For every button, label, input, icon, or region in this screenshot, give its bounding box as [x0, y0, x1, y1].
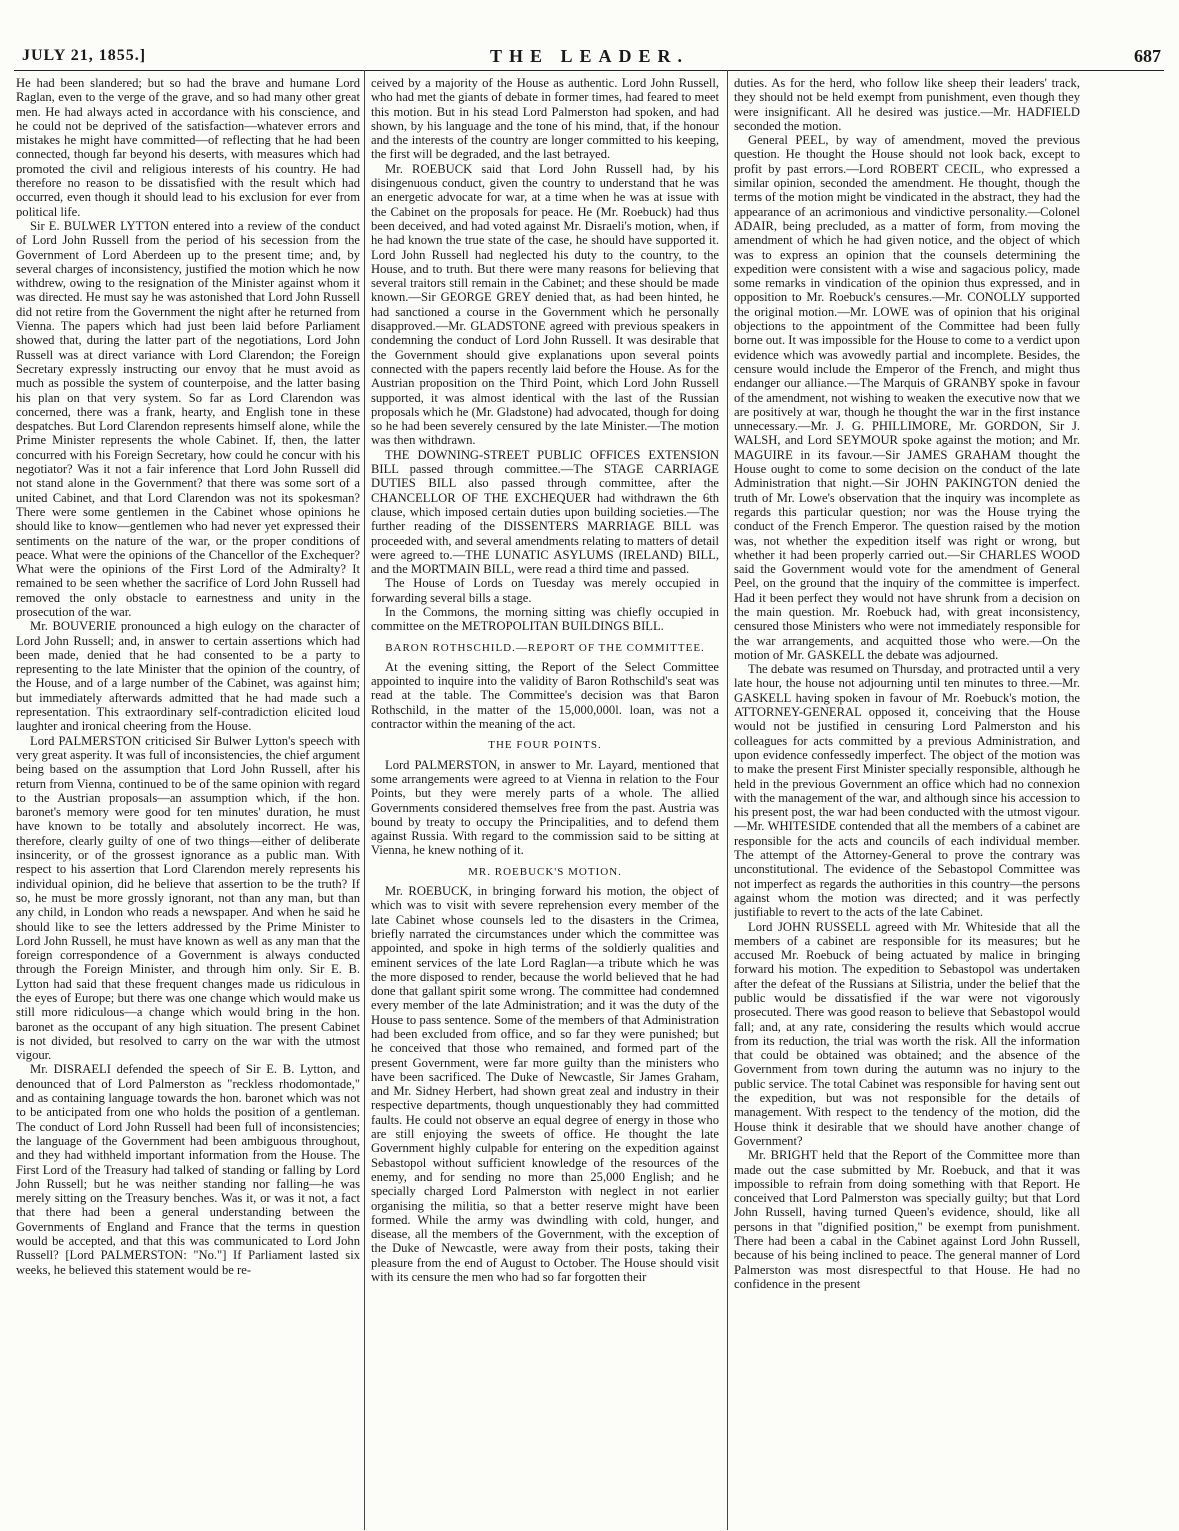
paragraph: At the evening sitting, the Report of the Select Committee appointed to inquire into the validity of Baron Rothschild's seat was read at the table. The Committee's decision was that Baron Rothschild, in the matter of the 15,000,000l. loan, was not a contractor within the meaning of the act. — [371, 659, 719, 732]
paragraph: He had been slandered; but so had the brave and humane Lord Raglan, even to the verge of the grave, and so had many other great men. He had always acted in accordance with his conscience, and he could not be deprived of the satisfaction—whatever errors and mistakes he might have committed—of reflecting that he had been connected, though far beyond his deserts, with measures which had promoted the civil and religious interests of his country. He had therefore no reason to be dissatisfied with the result which had occurred, even though it should lead to his exclusion for ever from political life. — [16, 76, 360, 219]
paragraph: Mr. DISRAELI defended the speech of Sir E. B. Lytton, and denounced that of Lord Palmerston as "reckless rhodomontade," and as containing language towards the hon. baronet which was not to be anticipated from one who holds the position of a gentleman. The conduct of Lord John Russell had been full of inconsistencies; the language of the Government had been ambiguous throughout, and they had withheld important information from the House. The First Lord of the Treasury had talked of standing or falling by Lord John Russell; but he was neither standing nor falling—he was merely sitting on the Treasury benches. Was it, or was it not, a fact that there had been a general understanding between the Governments of England and France that the terms in question would be accepted, and that this was communicated to Lord John Russell? [Lord PALMERSTON: "No."] If Parliament lasted six weeks, he believed this statement would be re- — [16, 1062, 360, 1277]
column-divider — [364, 70, 365, 1530]
paragraph: ceived by a majority of the House as authentic. Lord John Russell, who had met the giants of debate in former times, had feared to meet this motion. But in his stead Lord Palmerston had spoken, and had shown, by his language and the tone of his mind, that, if the honour and the interests of the country are longer committed to his keeping, the first will be degraded, and the last betrayed. — [371, 76, 719, 162]
section-heading: THE FOUR POINTS. — [488, 739, 602, 752]
column-1 — [16, 76, 360, 1524]
section-heading: BARON ROTHSCHILD.—REPORT OF THE COMMITTEE. — [385, 641, 705, 654]
section-heading: MR. ROEBUCK'S MOTION. — [468, 865, 622, 878]
page-number: 687 — [1134, 46, 1161, 66]
paragraph: Mr. ROEBUCK said that Lord John Russell had, by his disingenuous conduct, given the country to understand that he was an energetic advocate for war, at a time when he was at issue with the Cabinet on the proposals for peace. He (Mr. Roebuck) had thus been deceived, and had voted against Mr. Disraeli's motion, when, if he had known the true state of the case, he should have supported it. Lord John Russell had neglected his duty to the country, to the House, and to truth. But there were many reasons for believing that several traitors still remain in the Cabinet; and these should be made known.—Sir GEORGE GREY denied that, as had been hinted, he had sanctioned a course in the Government which he personally disapproved.—Mr. GLADSTONE agreed with previous speakers in condemning the conduct of Lord John Russell. It was desirable that the Government should give explanations upon several points connected with the papers recently laid before the House. As for the Austrian proposition on the Third Point, which Lord John Russell supported, it was almost identical with the last of the Russian proposals which he (Mr. Gladstone) had advocated, though for doing so he had been severely censured by the late Minister.—The motion was then withdrawn. — [371, 161, 719, 448]
paragraph: THE DOWNING-STREET PUBLIC OFFICES EXTENSION BILL passed through committee.—The STAGE CARRIAGE DUTIES BILL also passed through committee, after the CHANCELLOR OF THE EXCHEQUER had withdrawn the 6th clause, which imposed certain duties upon building societies.—The further reading of the DISSENTERS MARRIAGE BILL was proceeded with, and several amendments relating to matters of detail were agreed to.—THE LUNATIC ASYLUMS (IRELAND) BILL, and the MORTMAIN BILL, were read a third time and passed. — [371, 447, 719, 577]
paragraph: The House of Lords on Tuesday was merely occupied in forwarding several bills a stage. — [371, 576, 719, 605]
paragraph: In the Commons, the morning sitting was chiefly occupied in committee on the METROPOLITAN BUILDINGS BILL. — [371, 604, 719, 634]
paragraph: Lord PALMERSTON criticised Sir Bulwer Lytton's speech with very great asperity. It was full of inconsistencies, the chief argument being based on the assumption that Lord John Russell, after his return from Vienna, continued to be of the same opinion with regard to the Austrian proposals—an assumption which, if the hon. baronet's memory were good for ten minutes' duration, he must have known to be totally and absolutely incorrect. He was, therefore, clearly guilty of one of two things—either of deliberate insincerity, or of the grossest ignorance as a public man. With respect to his assertion that Lord Clarendon merely represents his individual opinion, did he believe that assertion to be the truth? If so, he must be more grossly ignorant, not than any man, but than any child, in London who reads a newspaper. And when he said he should like to see the letters addressed by the Prime Minister to Lord John Russell, he must have known as well as any man that the foreign correspondence of a Government is always conducted through the Foreign Minister, and through him only. Sir E. B. Lytton had said that these frequent changes made us ridiculous in the eyes of Europe; but there was one change which would make us still more ridiculous—a change which would bring in the hon. baronet as the occupant of any high situation. The present Cabinet is not divided, but resolved to carry on the war with the utmost vigour. — [16, 733, 360, 1063]
paragraph: Lord JOHN RUSSELL agreed with Mr. Whiteside that all the members of a cabinet are responsible for its measures; but he accused Mr. Roebuck of being actuated by malice in bringing forward his motion. The expedition to Sebastopol was undertaken after the defeat of the Russians at Silistria, under the belief that the public would be dissatisfied if the war were not vigorously prosecuted. There was good reason to believe that Sebastopol would fall; and, at any rate, considering the results which would accrue from its reduction, the trial was worth the risk. All the information that could be obtained was obtained; and the absence of the Government from town during the autumn was no injury to the public service. The total Cabinet was responsible for having sent out the expedition, but was not responsible for the details of management. With respect to the tendency of the motion, did the House think it desirable that we should have another change of Government? — [734, 919, 1080, 1148]
paragraph: Mr. ROEBUCK, in bringing forward his motion, the object of which was to visit with severe reprehension every member of the late Cabinet whose counsels led to the disasters in the Crimea, briefly narrated the circumstances under which the committee was appointed, and spoke in high terms of the soldierly qualities and eminent services of the late Lord Raglan—a tribute which he was the more disposed to render, because the world believed that he had done that gallant spirit some wrong. The committee had condemned every member of the late Administration; and it was the duty of the House to pass sentence. Some of the members of that Administration had been excluded from office, and so far they were punished; but he conceived that those who remained, and formed part of the present Government, were far more guilty than the ministers who have been sacrificed. The Duke of Newcastle, Sir James Graham, and Mr. Sidney Herbert, had shown great zeal and industry in their respective departments, though unquestionably they had committed faults. He could not observe an equal degree of energy in those who are still enjoying the sweets of office. He thought the late Government highly culpable for entering on the expedition against Sebastopol without sufficient knowledge of the resources of the enemy, and for sending no more than 25,000 English; and he specially charged Lord Palmerston with neglect in not earlier organising the militia, so that a better reserve might have been formed. While the army was dwindling with cold, hunger, and disease, all the members of the Government, with the exception of the Duke of Newcastle, were away from their posts, taking their pleasure from the end of August to October. The House should visit with its censure the men who had so far forgotten their — [371, 884, 719, 1285]
paragraph: Lord PALMERSTON, in answer to Mr. Layard, mentioned that some arrangements were agreed to at Vienna in relation to the Four Points, but they were merely parts of a whole. The allied Governments considered themselves free from the past. Austria was bound by treaty to occupy the Principalities, and to defend them against Russia. With regard to the commission said to be sitting at Vienna, he knew nothing of it. — [371, 757, 719, 858]
issue-date: JULY 21, 1855.] — [22, 47, 147, 64]
paragraph: General PEEL, by way of amendment, moved the previous question. He thought the House should not look back, except to profit by past errors.—Lord ROBERT CECIL, who expressed a similar opinion, seconded the amendment. He thought, though the terms of the motion might be vindicated in the abstract, they had the appearance of an acrimonious and vindictive personality.—Colonel ADAIR, being precluded, as a matter of form, from moving the amendment of which he had given notice, and the object of which was to express an opinion that the counsels determining the expedition were consistent with a wise and sagacious policy, made some remarks in vindication of the opinion thus expressed, and in opposition to Mr. Roebuck's censures.—Mr. CONOLLY supported the original motion.—Mr. LOWE was of opinion that his original objections to the appointment of the Committee had been fully borne out. It was impossible for the House to come to a verdict upon evidence which was avowedly partial and incomplete. Besides, the censure would include the Emperor of the French, and might thus endanger our alliance.—The Marquis of GRANBY spoke in favour of the amendment, not wishing to weaken the executive now that we are positively at war, though he thought the war in the first instance unnecessary.—Mr. J. G. PHILLIMORE, Mr. GORDON, Sir J. WALSH, and Lord SEYMOUR spoke against the motion; and Mr. MAGUIRE in its favour.—Sir JAMES GRAHAM thought the House ought to come to some decision on the conduct of the late Administration that night.—Sir JOHN PAKINGTON denied the truth of Mr. Lowe's observation that the inquiry was incomplete as regards this particular question; nor was the House trying the conduct of the French Emperor. The question raised by the motion was, not whether the expedition itself was right or wrong, but whether it had been properly carried out.—Sir CHARLES WOOD said the Government would vote for the amendment of General Peel, on the ground that the inquiry of the committee is imperfect. Had it been perfect they would not have shrunk from a decision on the main question. Mr. Roebuck had, with great inconsistency, censured those Ministers who were not immediately responsible for the war arrangements, and acquitted those who were.—On the motion of Mr. GASKELL the debate was adjourned. — [734, 133, 1080, 662]
masthead — [0, 0, 1179, 64]
header-rule — [14, 70, 1164, 71]
paragraph: Mr. BOUVERIE pronounced a high eulogy on the character of Lord John Russell; and, in answer to certain assertions which had been made, denied that he had consented to be a party to representing to the late Minister that the opinion of the country, of the House, and of a large number of the Cabinet, was against him; but immediately afterwards admitted that he had made such a representation. This extraordinary self-contradiction elicited loud laughter and ironical cheering from the House. — [16, 619, 360, 734]
column-divider — [727, 70, 728, 1530]
column-3 — [734, 76, 1080, 1524]
paragraph: Mr. BRIGHT held that the Report of the Committee more than made out the case submitted by Mr. Roebuck, and that it was impossible to refrain from doing something with that Report. He conceived that Lord Palmerston was specially guilty; but that Lord John Russell, having turned Queen's evidence, should, like all persons in that "dignified position," be exempt from punishment. There had been a cabal in the Cabinet against Lord John Russell, because of his being inclined to peace. The general manner of Lord Palmerston was most disrespectful to that House. He had no confidence in the present — [734, 1148, 1080, 1291]
paragraph: Sir E. BULWER LYTTON entered into a review of the conduct of Lord John Russell from the period of his secession from the Government of Lord Aberdeen up to the present time; and, by several charges of inconsistency, justified the motion which he now withdrew, owing to the resignation of the Minister against whom it was directed. He must say he was astonished that Lord John Russell did not retire from the Government the night after he returned from Vienna. The papers which had just been laid before Parliament showed that, during the latter part of the negotiations, Lord John Russell was at direct variance with Lord Clarendon; the Foreign Secretary expressly instructing our envoy that he must avoid as much as possible the system of counterpoise, and the latter basing his plan on that very system. So far as Lord Clarendon was concerned, there was a frank, hearty, and English tone in these despatches. But Lord Clarendon represents himself alone, while the Prime Minister represents the whole Cabinet. If, then, the latter concurred with his Foreign Secretary, how could he concur with his negotiator? Was it not a fair inference that Lord John Russell did not stand alone in the Government? that there was some sort of a united Cabinet, and that Lord Clarendon was not its spokesman? There were some gentlemen in the Cabinet whose opinions he should like to know—gentlemen who had never yet expressed their sentiments on the nature of the war, or the proper conditions of peace. What were the opinions of the Chancellor of the Exchequer? What were the opinions of the First Lord of the Admiralty? It remained to be seen whether the sacrifice of Lord John Russell had removed the only obstacle to earnestness and unity in the prosecution of the war. — [16, 218, 360, 619]
column-2 — [371, 76, 719, 1524]
paragraph: duties. As for the herd, who follow like sheep their leaders' track, they should not be held exempt from punishment, even though they were insignificant. All he desired was justice.—Mr. HADFIELD seconded the motion. — [734, 76, 1080, 133]
newspaper-title: THE LEADER. — [489, 46, 690, 66]
paragraph: The debate was resumed on Thursday, and protracted until a very late hour, the house not adjourning until ten minutes to three.—Mr. GASKELL having spoken in favour of Mr. Roebuck's motion, the ATTORNEY-GENERAL opposed it, conceiving that the House would not be justified in censuring Lord Palmerston and his colleagues for acts committed by a previous Administration, and upon evidence confessedly imperfect. The object of the motion was to make the present First Minister specially responsible, although he held in the previous Government an office which had no connexion with the management of the war, and although since his accession to his present post, the war had been conducted with the utmost vigour.—Mr. WHITESIDE contended that all the members of a cabinet are responsible for the acts and councils of each individual member. The attempt of the Attorney-General to prove the contrary was unconstitutional. The evidence of the Sebastopol Committee was not imperfect as regards the authorities in this country—the persons against whom the motion was directed; and it was perfectly justifiable to revert to the acts of the late Cabinet. — [734, 662, 1080, 920]
